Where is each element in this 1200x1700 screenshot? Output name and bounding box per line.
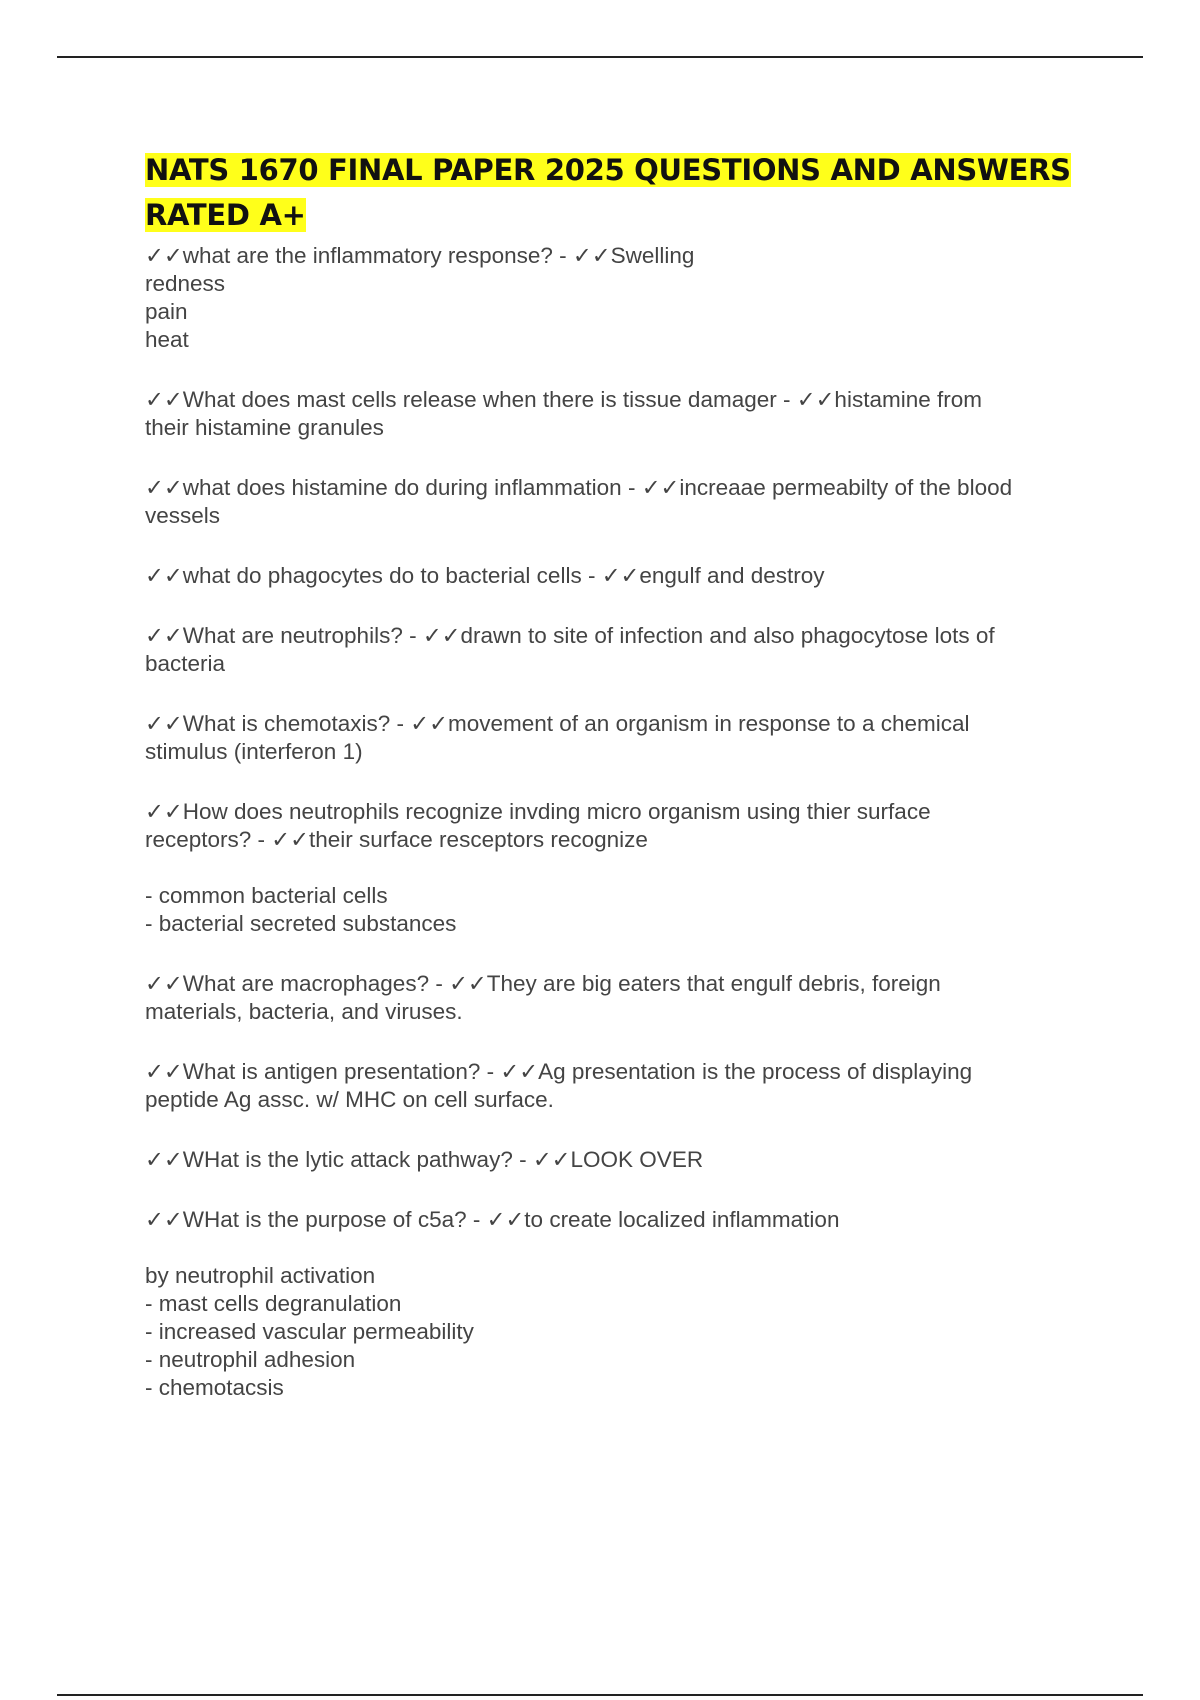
- document-body: [145, 148, 1080, 1434]
- qa-line: ✓✓What does mast cells release when there is tissue damager - ✓✓histamine from: [145, 387, 982, 412]
- qa-line: ✓✓What are macrophages? - ✓✓They are big eaters that engulf debris, foreign: [145, 971, 941, 996]
- qa-line: stimulus (interferon 1): [145, 739, 363, 764]
- document-title: [145, 148, 1080, 238]
- qa-entry: [145, 474, 1080, 530]
- qa-entry: [145, 562, 1080, 590]
- qa-line: pain: [145, 299, 188, 324]
- qa-line: - mast cells degranulation: [145, 1291, 402, 1316]
- qa-entry: [145, 798, 1080, 938]
- qa-line: ✓✓What is antigen presentation? - ✓✓Ag presentation is the process of displaying: [145, 1059, 973, 1084]
- qa-line: bacteria: [145, 651, 226, 676]
- qa-line: - bacterial secreted substances: [145, 911, 457, 936]
- qa-line: ✓✓what are the inflammatory response? - ✓✓Swelling: [145, 243, 695, 268]
- qa-line: ✓✓What are neutrophils? - ✓✓drawn to site of infection and also phagocytose lots of: [145, 623, 995, 648]
- blank-line: [145, 854, 1080, 882]
- qa-entry: [145, 386, 1080, 442]
- qa-line: redness: [145, 271, 226, 296]
- qa-line: by neutrophil activation: [145, 1263, 376, 1288]
- title-highlight: NATS 1670 FINAL PAPER 2025 QUESTIONS AND ANSWERS RATED A+: [145, 153, 1071, 232]
- blank-line: [145, 1234, 1080, 1262]
- qa-line: heat: [145, 327, 189, 352]
- qa-entry: [145, 622, 1080, 678]
- qa-entry: [145, 242, 1080, 354]
- qa-line: ✓✓WHat is the lytic attack pathway? - ✓✓LOOK OVER: [145, 1147, 704, 1172]
- qa-line: - neutrophil adhesion: [145, 1347, 356, 1372]
- qa-line: peptide Ag assc. w/ MHC on cell surface.: [145, 1087, 554, 1112]
- qa-line: - increased vascular permeability: [145, 1319, 474, 1344]
- qa-line: - common bacterial cells: [145, 883, 388, 908]
- qa-entry: [145, 1058, 1080, 1114]
- qa-entry: [145, 710, 1080, 766]
- top-rule: [57, 56, 1143, 58]
- qa-line: receptors? - ✓✓their surface resceptors recognize: [145, 827, 648, 852]
- qa-line: - chemotacsis: [145, 1375, 284, 1400]
- qa-line: vessels: [145, 503, 221, 528]
- qa-entry: [145, 1206, 1080, 1402]
- qa-line: ✓✓How does neutrophils recognize invding micro organism using thier surface: [145, 799, 931, 824]
- bottom-rule: [57, 1694, 1143, 1696]
- qa-line: ✓✓What is chemotaxis? - ✓✓movement of an organism in response to a chemical: [145, 711, 970, 736]
- qa-line: materials, bacteria, and viruses.: [145, 999, 463, 1024]
- qa-line: ✓✓WHat is the purpose of c5a? - ✓✓to create localized inflammation: [145, 1207, 840, 1232]
- qa-entry: [145, 970, 1080, 1026]
- qa-entry: [145, 1146, 1080, 1174]
- qa-line: ✓✓what do phagocytes do to bacterial cells - ✓✓engulf and destroy: [145, 563, 825, 588]
- qa-line: ✓✓what does histamine do during inflammation - ✓✓increaae permeabilty of the blood: [145, 475, 1013, 500]
- qa-line: their histamine granules: [145, 415, 384, 440]
